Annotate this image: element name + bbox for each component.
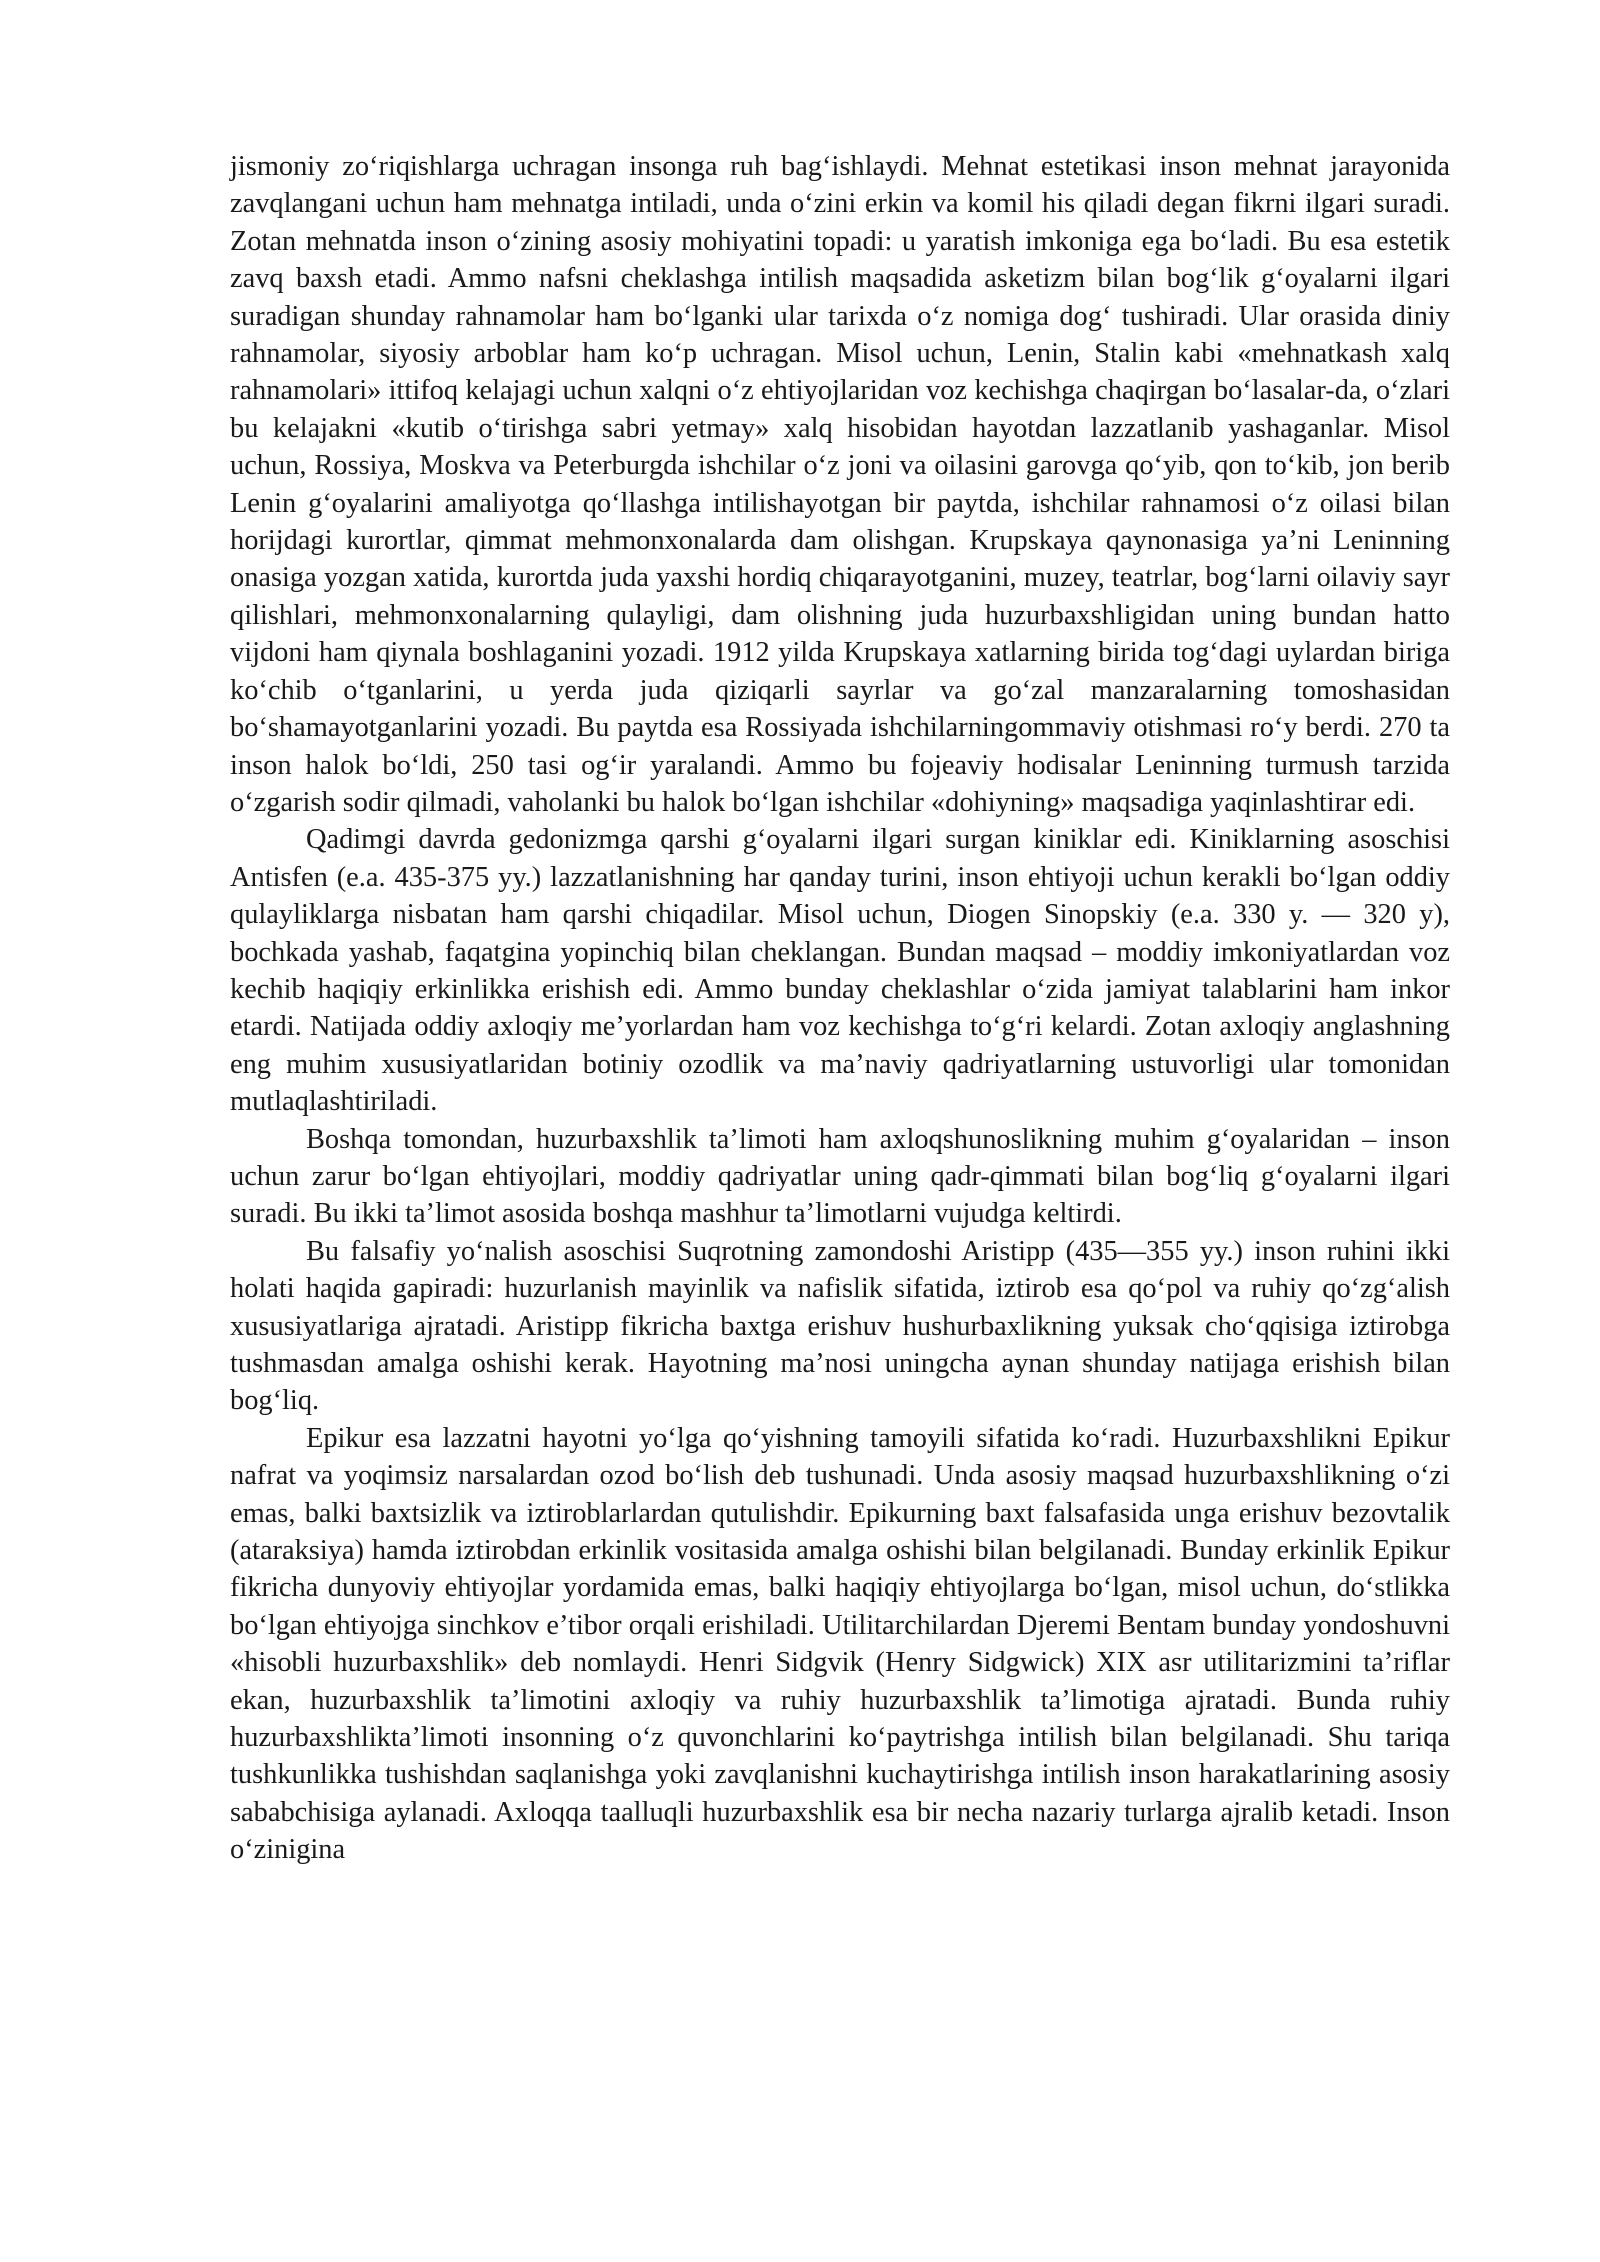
paragraph-asceticism-leaders: jismoniy zoʻriqishlarga uchragan insonga ruh bagʻishlaydi. Mehnat estetikasi inson mehnat jarayonida zavqlangani uchun ham mehnatga intiladi, unda oʻzini erkin va komil his qiladi degan fikrni ilgari suradi. Zotan mehnatda inson oʻzining asosiy mohiyatini topadi: u yaratish imkoniga ega boʻladi. Bu esa estetik zavq baxsh etadi. Ammo nafsni cheklashga intilish maqsadida asketizm bilan bogʻlik gʻoyalarni ilgari suradigan shunday rahnamolar ham boʻlganki ular tarixda oʻz nomiga dogʻ tushiradi. Ular orasida diniy rahnamolar, siyosiy arboblar ham koʻp uchragan. Misol uchun, Lenin, Stalin kabi «mehnatkash xalq rahnamolari» ittifoq kelajagi uchun xalqni oʻz ehtiyojlaridan voz kechishga chaqirgan boʻlasalar-da, oʻzlari bu kelajakni «kutib oʻtirishga sabri yetmay» xalq hisobidan hayotdan lazzatlanib yashaganlar. Misol uchun, Rossiya, Moskva va Peterburgda ishchilar oʻz joni va oilasini garovga qoʻyib, qon toʻkib, jon berib Lenin gʻoyalarini amaliyotga qoʻllashga intilishayotgan bir paytda, ishchilar rahnamosi oʻz oilasi bilan horijdagi kurortlar, qimmat mehmonxonalarda dam olishgan. Krupskaya qaynonasiga ya’ni Leninning onasiga yozgan xatida, kurortda juda yaxshi hordiq chiqarayotganini, muzey, teatrlar, bogʻlarni oilaviy sayr qilishlari, mehmonxonalarning qulayligi, dam olishning juda huzurbaxshligidan uning bundan hatto vijdoni ham qiynala boshlaganini yozadi. 1912 yilda Krupskaya xatlarning birida togʻdagi uylardan biriga koʻchib oʻtganlarini, u yerda juda qiziqarli sayrlar va goʻzal manzaralarning tomoshasidan boʻshamayotganlarini yozadi. Bu paytda esa Rossiyada ishchilarningommaviy otishmasi roʻy berdi. 270 ta inson halok boʻldi, 250 tasi ogʻir yaralandi. Ammo bu fojeaviy hodisalar Leninning turmush tarzida oʻzgarish sodir qilmadi, vaholanki bu halok boʻlgan ishchilar «dohiyning» maqsadiga yaqinlashtirar edi. bbox=[230, 151, 1450, 818]
paragraph-hedonism-doctrine: Boshqa tomondan, huzurbaxshlik ta’limoti ham axloqshunoslikning muhim gʻoyalaridan – inson uchun zarur boʻlgan ehtiyojlari, moddiy qadriyatlar uning qadr-qimmati bilan bogʻliq gʻoyalarni ilgari suradi. Bu ikki ta’limot asosida boshqa mashhur ta’limotlarni vujudga keltirdi. bbox=[230, 1123, 1450, 1230]
paragraph-epicurus: Epikur esa lazzatni hayotni yoʻlga qoʻyishning tamoyili sifatida koʻradi. Huzurbaxshlikni Epikur nafrat va yoqimsiz narsalardan ozod boʻlish deb tushunadi. Unda asosiy maqsad huzurbaxshlikning oʻzi emas, balki baxtsizlik va iztiroblarlardan qutulishdir. Epikurning baxt falsafasida unga erishuv bezovtalik (ataraksiya) hamda iztirobdan erkinlik vositasida amalga oshishi bilan belgilanadi. Bunday erkinlik Epikur fikricha dunyoviy ehtiyojlar yordamida emas, balki haqiqiy ehtiyojlarga boʻlgan, misol uchun, doʻstlikka boʻlgan ehtiyojga sinchkov e’tibor orqali erishiladi. Utilitarchilardan Djeremi Bentam bunday yondoshuvni «hisobli huzurbaxshlik» deb nomlaydi. Henri Sidgvik (Henry Sidgwick) XIX asr utilitarizmini ta’riflar ekan, huzurbaxshlik ta’limotini axloqiy va ruhiy huzurbaxshlik ta’limotiga ajratadi. Bunda ruhiy huzurbaxshlikta’limoti insonning oʻz quvonchlarini koʻpaytrishga intilish bilan belgilanadi. Shu tariqa tushkunlikka tushishdan saqlanishga yoki zavqlanishni kuchaytirishga intilish inson harakatlarining asosiy sababchisiga aylanadi. Axloqqa taalluqli huzurbaxshlik esa bir necha nazariy turlarga ajralib ketadi. Inson oʻzinigina bbox=[230, 1422, 1450, 1866]
paragraph-aristippus: Bu falsafiy yoʻnalish asoschisi Suqrotning zamondoshi Aristipp (435—355 yy.) inson ruhini ikki holati haqida gapiradi: huzurlanish mayinlik va nafislik sifatida, iztirob esa qoʻpol va ruhiy qoʻzgʻalish xususiyatlariga ajratadi. Aristipp fikricha baxtga erishuv hushurbaxlikning yuksak choʻqqisiga iztirobga tushmasdan amalga oshishi kerak. Hayotning ma’nosi uningcha aynan shunday natijaga erishish bilan bogʻliq. bbox=[230, 1235, 1450, 1417]
document-page bbox=[230, 148, 1450, 1869]
paragraph-cynics: Qadimgi davrda gedonizmga qarshi gʻoyalarni ilgari surgan kiniklar edi. Kiniklarning asoschisi Antisfen (e.a. 435-375 yy.) lazzatlanishning har qanday turini, inson ehtiyoji uchun kerakli boʻlgan oddiy qulayliklarga nisbatan ham qarshi chiqadilar. Misol uchun, Diogen Sinopskiy (e.a. 330 y. — 320 y), bochkada yashab, faqatgina yopinchiq bilan cheklangan. Bundan maqsad – moddiy imkoniyatlardan voz kechib haqiqiy erkinlikka erishish edi. Ammo bunday cheklashlar oʻzida jamiyat talablarini ham inkor etardi. Natijada oddiy axloqiy me’yorlardan ham voz kechishga toʻgʻri kelardi. Zotan axloqiy anglashning eng muhim xususiyatlaridan botiniy ozodlik va ma’naviy qadriyatlarning ustuvorligi ular tomonidan mutlaqlashtiriladi. bbox=[230, 824, 1450, 1118]
